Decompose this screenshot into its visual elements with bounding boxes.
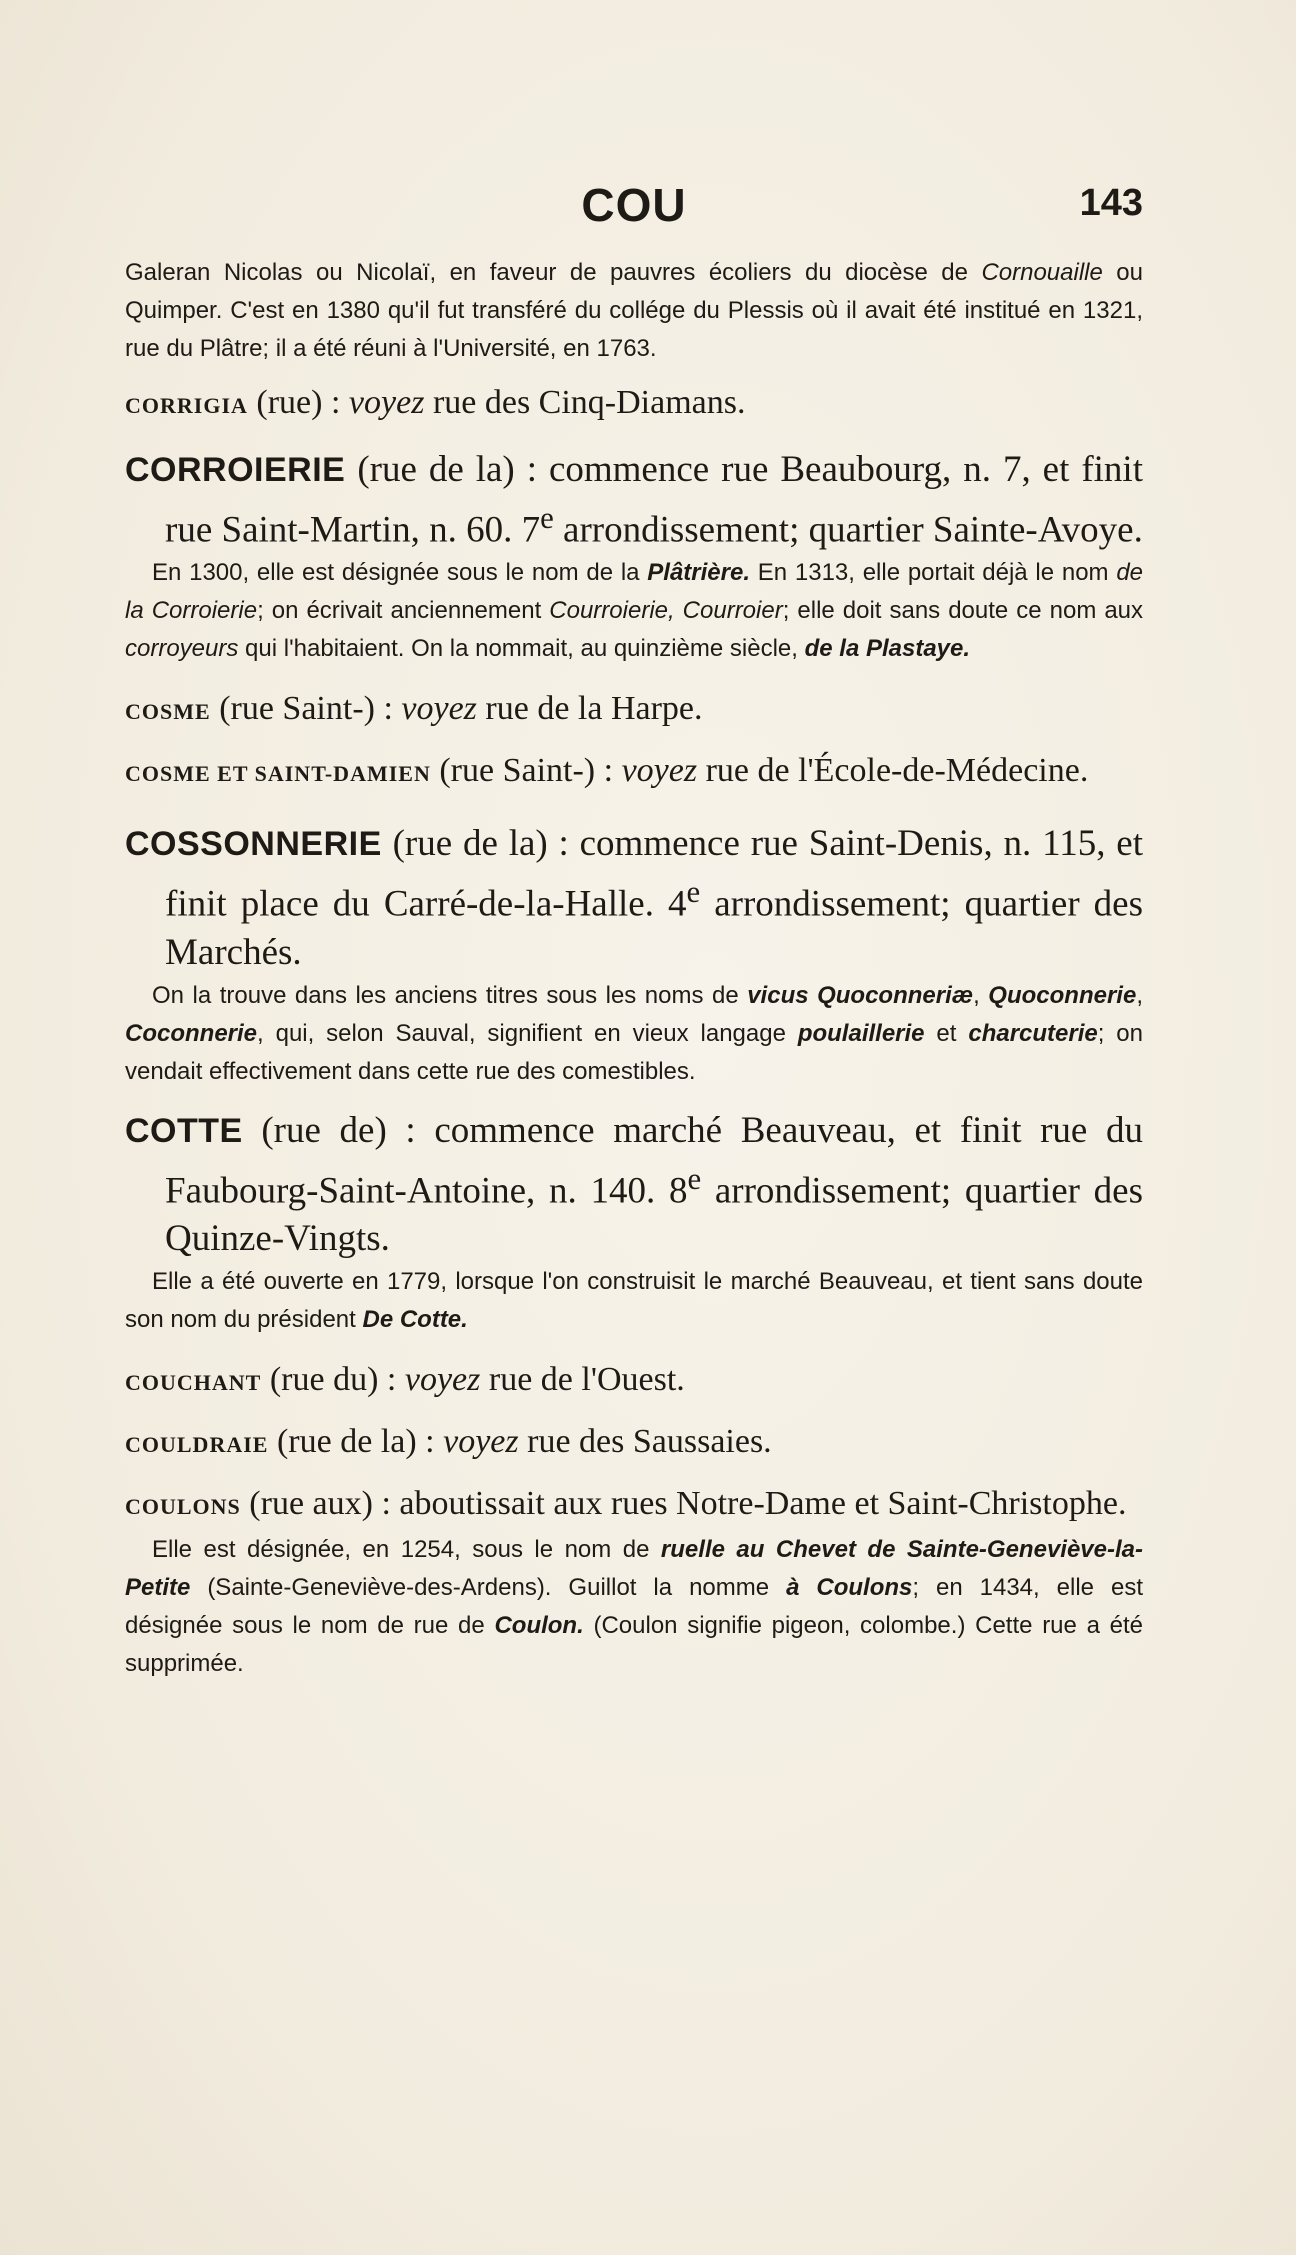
text-column bbox=[125, 178, 1143, 1683]
entry-couchant: COUCHANT (rue du) : voyez rue de l'Ouest. bbox=[125, 1360, 685, 1398]
entry-couldraie: COULDRAIE (rue de la) : voyez rue des Saussaies. bbox=[125, 1422, 772, 1460]
entry-headword: COSSONNERIE bbox=[125, 825, 382, 864]
entry-headword: COUCHANT bbox=[125, 1369, 262, 1395]
entry-headword: COULDRAIE bbox=[125, 1431, 269, 1457]
entry-headword: COSME bbox=[125, 699, 211, 725]
entry-corroierie: CORROIERIE (rue de la) : commence rue Beaubourg, n. 7, et finit rue Saint-Martin, n. 60. 7e arrondissement; quartier Sainte-Avoye. bbox=[125, 449, 1143, 551]
note-corroierie: En 1300, elle est désignée sous le nom de la Plâtrière. En 1313, elle portait déjà le nom de la Corroierie; on écrivait anciennement Courroierie, Courroier; elle doit sans doute ce nom aux corroyeurs qui l'habitaient. On la nommait, au quinzième siècle, de la Plastaye. bbox=[125, 559, 1144, 663]
entry-cosme: COSME (rue Saint-) : voyez rue de la Harpe. bbox=[125, 690, 703, 728]
entry-cosme-et-saint-damien: COSME ET SAINT-DAMIEN (rue Saint-) : voyez rue de l'École-de-Médecine. bbox=[125, 752, 1089, 790]
entry-coulons: COULONS (rue aux) : aboutissait aux rues Notre-Dame et Saint-Christophe. bbox=[125, 1484, 1127, 1522]
note-cossonnerie: On la trouve dans les anciens titres sous les noms de vicus Quoconneriæ, Quoconnerie, Coconnerie, qui, selon Sauval, signifient en vieux langage poulaillerie et charcuterie; on vendait effectivement dans cette rue des comestibles. bbox=[125, 981, 1144, 1085]
entry-headword: CORROIERIE bbox=[125, 451, 346, 489]
running-head: COU bbox=[581, 179, 687, 231]
page-header bbox=[125, 178, 1143, 248]
entry-headword: COSME ET SAINT-DAMIEN bbox=[125, 761, 431, 787]
entry-headword: CORRIGIA bbox=[125, 393, 248, 418]
note-coulons: Elle est désignée, en 1254, sous le nom de ruelle au Chevet de Sainte-Geneviève-la-Petite (Sainte-Geneviève-des-Ardens). Guillot la nomme à Coulons; en 1434, elle est désignée sous le nom de rue de Coulon. (Coulon signifie pigeon, colombe.) Cette rue a été supprimée. bbox=[125, 1535, 1143, 1677]
entry-cossonnerie: COSSONNERIE (rue de la) : commence rue Saint-Denis, n. 115, et finit place du Carré-de-la-Halle. 4e arrondissement; quartier des Marchés. bbox=[125, 823, 1143, 973]
entry-headword: COTTE bbox=[125, 1111, 243, 1150]
page-number: 143 bbox=[1079, 182, 1143, 224]
entry-corrigia: CORRIGIA (rue) : voyez rue des Cinq-Diamans. bbox=[125, 384, 746, 421]
entry-headword: COULONS bbox=[125, 1493, 241, 1519]
note-cotte: Elle a été ouverte en 1779, lorsque l'on construisit le marché Beauveau, et tient sans doute son nom du président De Cotte. bbox=[125, 1267, 1143, 1333]
continued-note: Galeran Nicolas ou Nicolaï, en faveur de pauvres écoliers du diocèse de Cornouaille ou Quimper. C'est en 1380 qu'il fut transféré du collége du Plessis où il avait été institué en 1321, rue du Plâtre; il a été réuni à l'Université, en 1763. bbox=[125, 259, 1143, 362]
entry-cotte: COTTE (rue de) : commence marché Beauveau, et finit rue du Faubourg-Saint-Antoine, n. 140. 8e arrondissement; quartier des Quinze-Vingts. bbox=[125, 1109, 1143, 1259]
